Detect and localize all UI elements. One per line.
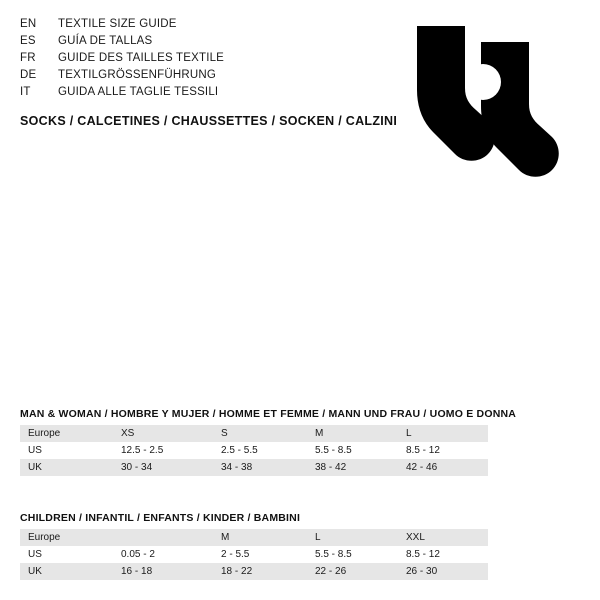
table-cell: 34 - 38 [213,459,307,476]
table-cell: 0.05 - 2 [113,546,213,563]
table-row [20,459,488,476]
size-table-children [20,512,580,580]
table-caption: MAN & WOMAN / HOMBRE Y MUJER / HOMME ET FEMME / MANN UND FRAU / UOMO E DONNA [20,408,517,420]
table-cell: 12.5 - 2.5 [113,442,213,459]
size-table-man-woman [20,408,580,476]
table-cell: 5.5 - 8.5 [307,442,398,459]
column-header [113,529,213,546]
row-label: US [20,442,113,459]
table-header-row [20,425,488,442]
column-header: Europe [20,425,113,442]
language-code: EN [20,18,37,30]
table-cell: 8.5 - 12 [398,546,488,563]
language-row [20,50,420,67]
table-cell: 22 - 26 [307,563,398,580]
table-row [20,563,488,580]
table-cell: 16 - 18 [113,563,213,580]
language-text: GUIDE DES TAILLES TEXTILE [58,52,225,64]
row-label: UK [20,563,113,580]
column-header: XS [113,425,213,442]
language-text: GUIDA ALLE TAGLIE TESSILI [58,86,219,98]
column-header: S [213,425,307,442]
language-code: FR [20,52,36,64]
language-row [20,16,420,33]
table-header-row [20,529,488,546]
column-header: M [307,425,398,442]
language-text: GUÍA DE TALLAS [58,35,153,47]
table-cell: 2.5 - 5.5 [213,442,307,459]
table-cell: 38 - 42 [307,459,398,476]
column-header: M [213,529,307,546]
table-row [20,546,488,563]
language-row [20,84,420,101]
table-caption: CHILDREN / INFANTIL / ENFANTS / KINDER / BAMBINI [20,512,301,524]
column-header: Europe [20,529,113,546]
table-cell: 30 - 34 [113,459,213,476]
column-header: XXL [398,529,488,546]
table-cell: 5.5 - 8.5 [307,546,398,563]
language-code: IT [20,86,31,98]
language-text: TEXTILGRÖSSENFÜHRUNG [58,69,216,81]
socks-illustration [405,18,575,178]
column-header: L [307,529,398,546]
column-header: L [398,425,488,442]
table-cell: 2 - 5.5 [213,546,307,563]
table-cell: 42 - 46 [398,459,488,476]
table [20,529,488,580]
row-label: US [20,546,113,563]
table [20,425,488,476]
language-code: ES [20,35,36,47]
language-code: DE [20,69,37,81]
table-row [20,442,488,459]
page-title: SOCKS / CALCETINES / CHAUSSETTES / SOCKEN / CALZINI [20,114,398,128]
language-row [20,33,420,50]
table-cell: 8.5 - 12 [398,442,488,459]
table-cell: 18 - 22 [213,563,307,580]
table-cell: 26 - 30 [398,563,488,580]
language-row [20,67,420,84]
size-guide-header [20,16,420,128]
row-label: UK [20,459,113,476]
language-text: TEXTILE SIZE GUIDE [58,18,177,30]
